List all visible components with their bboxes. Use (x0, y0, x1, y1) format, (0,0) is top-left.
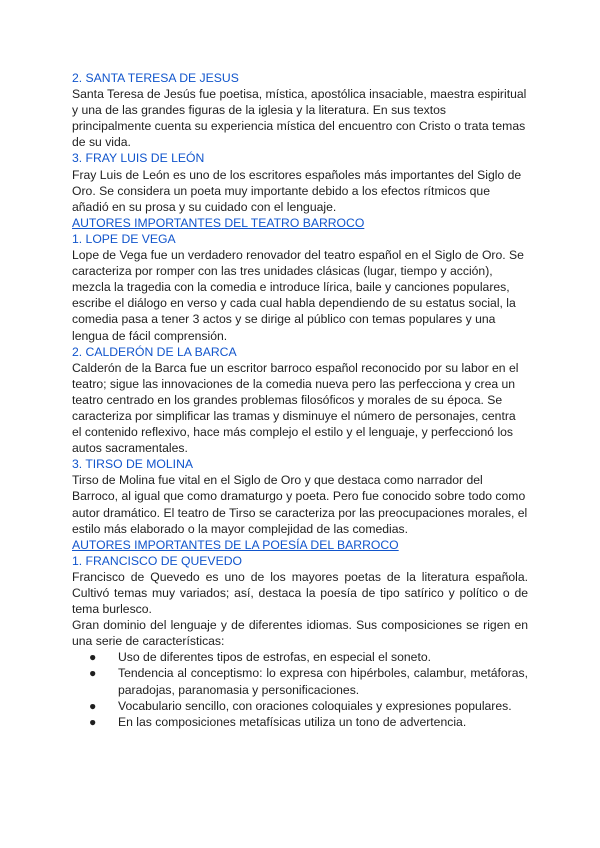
list-item-text: Uso de diferentes tipos de estrofas, en especial el soneto. (118, 650, 432, 665)
heading-tirso: 3. TIRSO DE MOLINA (72, 457, 193, 472)
para-tirso: Tirso de Molina fue vital en el Siglo de Oro y que destaca como narrador del Barroco, al igual que como dramaturgo y poeta. Pero fue conocido sobre todo como autor dramático. El teatro de Tirso se caracteriza por las preocupaciones morales, el estilo más elaborado o la mayor complejidad de las comedias. (72, 473, 528, 536)
para-quevedo: Francisco de Quevedo es uno de los mayores poetas de la literatura española. Cultivó temas muy variados; así, destaca la poesía de tipo satírico y político o de tema burlesco. (72, 569, 528, 617)
heading-calderon: 2. CALDERÓN DE LA BARCA (72, 344, 237, 359)
bullet-icon: ● (89, 714, 97, 729)
document-page (72, 70, 528, 730)
bullet-icon: ● (89, 666, 97, 681)
list-item-text: Tendencia al conceptismo: lo expresa con hipérboles, calambur, metáforas, paradojas, paranomasia y personificaciones. (118, 666, 528, 697)
list-item-text: En las composiciones metafísicas utiliza un tono de advertencia. (118, 714, 467, 729)
document-body (72, 70, 528, 649)
heading-lope-de-vega: 1. LOPE DE VEGA (72, 231, 176, 246)
para-calderon: Calderón de la Barca fue un escritor barroco español reconocido por su labor en el teatro; sigue las innovaciones de la comedia nueva pero las perfecciona y crea un teatro centrado en los grandes problemas filosóficos y morales de su época. Se caracteriza por simplificar las tramas y disminuye el número de personajes, centra el contenido reflexivo, hace más complejo el estilo y el lenguaje, y perfeccionó los autos sacramentales. (72, 360, 519, 456)
heading-quevedo: 1. FRANCISCO DE QUEVEDO (72, 553, 242, 568)
heading-santa-teresa: 2. SANTA TERESA DE JESUS (72, 71, 239, 85)
characteristics-list (72, 649, 528, 729)
list-item (72, 665, 528, 697)
para-quevedo-lenguaje: Gran dominio del lenguaje y de diferentes idiomas. Sus composiciones se rigen en una serie de características: (72, 618, 528, 649)
para-fray-luis: Fray Luis de León es uno de los escritores españoles más importantes del Siglo de Oro. Se considera un poeta muy importante debido a los efectos rítmicos que añadió en su prosa y su cuidado con el lenguaje. (72, 167, 522, 214)
section-link-poesia-barroco[interactable]: AUTORES IMPORTANTES DE LA POESÍA DEL BARROCO (72, 537, 399, 552)
para-santa-teresa: Santa Teresa de Jesús fue poetisa, mística, apostólica insaciable, maestra espiritual y una de las grandes figuras de la iglesia y la literatura. En sus textos principalmente cuenta su experiencia mística del encuentro con Cristo o trata temas de su vida. (72, 87, 527, 150)
list-item (72, 714, 528, 730)
heading-fray-luis: 3. FRAY LUIS DE LEÓN (72, 151, 205, 166)
section-link-teatro-barroco[interactable]: AUTORES IMPORTANTES DEL TEATRO BARROCO (72, 215, 365, 230)
list-item-text: Vocabulario sencillo, con oraciones coloquiales y expresiones populares. (118, 698, 512, 713)
list-item (72, 698, 528, 714)
bullet-icon: ● (89, 698, 97, 713)
para-lope-de-vega: Lope de Vega fue un verdadero renovador del teatro español en el Siglo de Oro. Se caracteriza por romper con las tres unidades clásicas (lugar, tiempo y acción), mezcla la tragedia con la comedia e introduce lírica, baile y canciones populares, escribe el diálogo en verso y cada cual habla dependiendo de su estatus social, la comedia pasa a tener 3 actos y se dirige al público con temas populares y una lengua de fácil comprensión. (72, 248, 524, 343)
bullet-icon: ● (89, 650, 97, 665)
list-item (72, 649, 528, 665)
